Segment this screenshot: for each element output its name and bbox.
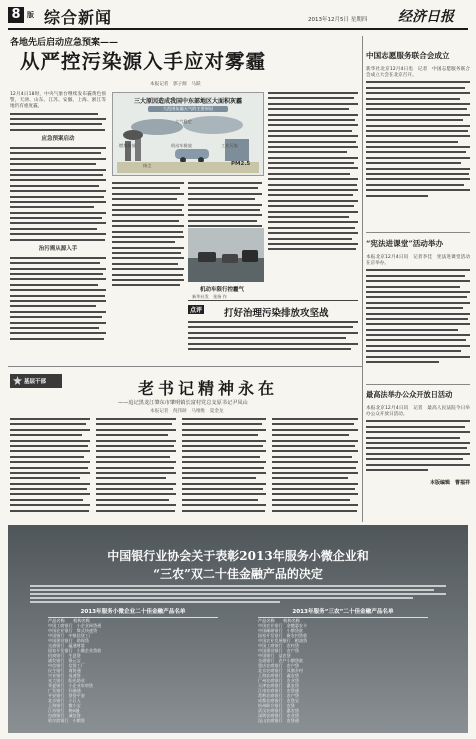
ad-list-item: 中国邮储银行 小额贷款 — [258, 628, 304, 634]
ad-list-item: 常熟农商银行 农户贷 — [258, 693, 299, 699]
ad-list-item: 江苏银行 税e融 — [48, 708, 80, 714]
feature-col-1 — [10, 418, 90, 518]
ad-list-item: 华夏银行 小企业年审贷 — [48, 683, 94, 689]
sidebar-rule-1 — [366, 232, 470, 233]
infographic-label-4: 工业污染 — [221, 143, 238, 148]
comment-tag: 点评 — [190, 307, 203, 314]
ad-list-1-header: 产品名称 机构名称 — [48, 618, 90, 623]
ad-list-2 — [258, 617, 428, 728]
ad-list-item: 深圳农商银行 农业贷 — [258, 713, 299, 719]
page-editor: 本版编辑 曹福祥 — [429, 479, 470, 486]
star-icon — [13, 376, 22, 385]
comment-title: 打好治理污染排放攻坚战 — [224, 308, 329, 319]
ad-title-line-2: “三农”双二十佳金融产品的决定 — [153, 567, 323, 581]
ad-list-item: 杭州联合银行 农贷 — [258, 703, 295, 709]
ad-list-item: 浦发银行 银元宝 — [48, 658, 81, 664]
lead-subhead-2: 治污需从源入手 — [38, 245, 78, 252]
photo-caption: 机动车限行控霾气 — [200, 287, 245, 293]
infographic-title: 三大原因造成我国中东部地区大面积灰霾 — [133, 98, 242, 105]
lead-paragraph: 12月4日18时，中央气象台继续发布霾黄色预警，天津、山东、江苏、安徽、上海、浙江等地仍有重度霾。 — [10, 92, 106, 110]
ad-list-item: 北京农商银行 凤凰乡村 — [258, 668, 304, 674]
infographic-subtitle: 大范围灰霾天气的主要原因 — [148, 106, 228, 112]
ad-list-item: 招商银行 生意贷 — [48, 653, 81, 659]
page-header — [8, 5, 468, 35]
ad-list-item: 北京银行 小巨人 — [48, 698, 81, 704]
feature-byline: 本报记者 倪伟龄 马维维 夏金龙 — [150, 409, 224, 414]
ad-list-item: 天津农商银行 惠农贷 — [258, 683, 299, 689]
ad-list-2-title: 2013年服务“三农”二十佳金融产品名单 — [292, 609, 394, 615]
feature-col-3 — [182, 418, 266, 518]
ad-list-item: 武汉农商银行 惠农贷 — [258, 708, 299, 714]
feature-col-2 — [96, 418, 176, 518]
sidebar-title-3: 最高法举办公众开放日活动 — [366, 390, 453, 399]
ad-list-2-header: 产品名称 机构名称 — [258, 618, 300, 623]
ad-list-1-title: 2013年服务小微企业二十佳金融产品名单 — [80, 609, 186, 615]
ad-list-item: 上海银行 微小宝 — [48, 703, 81, 709]
section-title: 综合新闻 — [44, 8, 113, 27]
lead-subhead-1: 应急预案启动 — [41, 135, 75, 142]
feature-top-rule — [8, 366, 362, 367]
smog-infographic — [112, 92, 264, 176]
sidebar-story-3 — [366, 388, 470, 518]
column-divider — [362, 36, 363, 522]
photo-credit: 新华社发 张扬 作 — [192, 294, 227, 299]
ad-list-item: 中国农业银行 金穗惠农卡 — [258, 623, 308, 629]
ad-list-item: 广州农商银行 农业贷 — [258, 678, 299, 684]
feature-title: 老书记精神永在 — [138, 379, 279, 398]
ad-list-item: 重庆农商银行 农户贷 — [258, 663, 299, 669]
ad-list-item: 兴业银行 易速贷 — [48, 673, 81, 679]
lead-kicker: 各地先后启动应急预案—— — [10, 38, 119, 48]
ad-list-1-items — [48, 623, 218, 723]
comment-body — [188, 321, 358, 353]
sidebar-title-1: 中国志愿服务联合会成立 — [366, 51, 450, 60]
ad-list-item: 交通银行 农户小额贷款 — [258, 658, 304, 664]
page-suffix: 版 — [27, 11, 34, 19]
feature-col-4 — [272, 418, 358, 518]
date-line: 2013年12月5日 星期四 — [308, 17, 368, 23]
ad-list-item: 成都农商银行 农贷宝 — [258, 698, 299, 704]
lead-title: 从严控污染源入手应对雾霾 — [20, 50, 267, 73]
traffic-photo — [188, 228, 264, 282]
ad-list-item: 交通银行 蕴通财富 — [48, 643, 85, 649]
ad-list-item: 广发银行 好融通 — [48, 688, 81, 694]
sidebar-story-1 — [366, 48, 470, 234]
header-rule — [8, 28, 468, 30]
masthead: 经济日报 — [398, 9, 454, 25]
ad-list-item: 平安银行 贷贷平安 — [48, 693, 85, 699]
feature-subtitle: ——追记黑龙江肇东市肇明镇长富村党总支原书记尹凤山 — [118, 400, 248, 406]
infographic-label-1: 燃煤排放 — [119, 143, 136, 148]
ad-list-item: 中国银行 益农贷 — [258, 653, 291, 659]
ad-list-item: 民生银行 商贷通 — [48, 668, 81, 674]
ad-list-item: 国家开发银行 新农村贷款 — [258, 633, 308, 639]
lead-byline: 本报记者 郭子源 马跃 — [150, 82, 201, 87]
infographic-pm25: PM2.5 — [231, 161, 251, 167]
page-number: 8 — [8, 7, 24, 23]
ad-list-1 — [48, 617, 218, 728]
ad-list-item: 光大银行 阳光助业 — [48, 678, 85, 684]
ad-list-item: 中国农业银行 简式快速贷 — [48, 628, 98, 634]
ad-list-2-items — [258, 623, 428, 723]
lead-col-right — [268, 92, 358, 292]
ad-list-item: 哈尔滨银行 小额贷 — [48, 718, 85, 724]
ad-list-item: 包商银行 诚信贷 — [48, 713, 81, 719]
infographic-label-5: 扬尘 — [143, 163, 152, 168]
feature-tag: 基层干部 — [24, 379, 47, 385]
ad-list-item: 国家开发银行 小微企业贷款 — [48, 648, 102, 654]
ad-list-item: 江南农商银行 农贷通 — [258, 688, 299, 694]
bank-ad — [8, 525, 468, 733]
sidebar-title-2: “宪法进课堂”活动举办 — [366, 239, 444, 248]
ad-list-item: 昆山农商银行 农贷通 — [258, 718, 299, 724]
sidebar-story-2 — [366, 236, 470, 384]
lead-col-left — [10, 92, 106, 352]
photo-illustration — [188, 228, 264, 282]
sidebar-body-2: 本报北京12月4日讯 记者李佳 宪法进课堂活动在京举办。 — [366, 255, 470, 267]
ad-list-item: 中国建设银行 农户贷 — [258, 648, 299, 654]
ad-list-item: 上海农商银行 鑫农贷 — [258, 673, 299, 679]
ad-title-line-1: 中国银行业协会关于表彰2013年服务小微企业和 — [107, 549, 369, 563]
ad-list-item: 中国农业发展银行 粮油贷 — [258, 638, 308, 644]
sidebar-body-3: 本报北京12月4日讯 记者 最高人民法院今日举办公众开放日活动。 — [366, 406, 470, 418]
feature-tag-box — [10, 374, 62, 388]
infographic-label-2: 机动车排放 — [171, 143, 192, 148]
ad-intro-text — [30, 585, 446, 605]
lead-col-mid — [112, 182, 184, 290]
sidebar-rule-2 — [366, 384, 470, 385]
sidebar-body-1: 新华社北京12月4日电 记者 中国志愿服务联合会成立大会在北京召开。 — [366, 67, 470, 79]
ad-list-item: 中国建设银行 助保贷 — [48, 638, 89, 644]
ad-list-item: 中国工商银行 农村贷 — [258, 643, 299, 649]
ad-list-item: 中国工商银行 小企业网贷通 — [48, 623, 102, 629]
infographic-label-3: 大气稳定 — [175, 119, 192, 124]
ad-list-item: 中信银行 信贷工厂 — [48, 663, 85, 669]
ad-list-item: 中国银行 中银信贷工厂 — [48, 633, 94, 639]
comment-box — [188, 300, 358, 363]
